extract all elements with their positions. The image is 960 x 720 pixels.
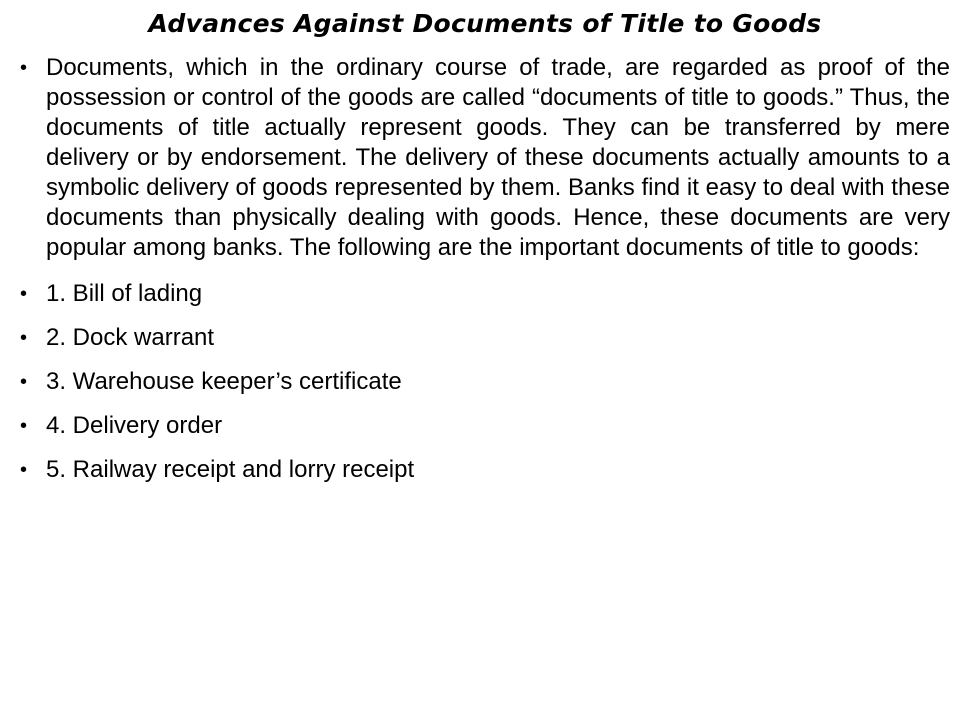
list-item [20, 411, 950, 441]
bullet-icon: • [20, 459, 28, 481]
list-item-text: 3. Warehouse keeper’s certificate [46, 368, 402, 395]
list-item [20, 323, 950, 353]
list-item-text: 1. Bill of lading [46, 280, 203, 307]
list-item [20, 455, 950, 485]
intro-paragraph: Documents, which in the ordinary course of trade, are regarded as proof of the possession or control of the goods are called “documents of title to goods.” Thus, the documents of title actually represent goods. They can be transferred by mere delivery or by endorsement. The delivery of these documents actually amounts to a symbolic delivery of goods represented by them. Banks find it easy to deal with these documents than physically dealing with goods. Hence, these documents are very popular among banks. The following are the important documents of title to goods: [46, 54, 950, 261]
bullet-icon: • [20, 415, 28, 437]
bullet-icon: • [20, 283, 28, 305]
bullet-icon: • [20, 57, 28, 79]
list-item-text: 2. Dock warrant [46, 324, 215, 351]
list-item [20, 367, 950, 397]
slide-title: Advances Against Documents of Title to Goods [148, 9, 822, 38]
paragraph-bullet [20, 53, 950, 263]
bullet-list [20, 53, 950, 499]
list-item-text: 4. Delivery order [46, 412, 223, 439]
bullet-icon: • [20, 371, 28, 393]
list-item [20, 279, 950, 309]
bullet-icon: • [20, 327, 28, 349]
list-item-text: 5. Railway receipt and lorry receipt [46, 456, 415, 483]
